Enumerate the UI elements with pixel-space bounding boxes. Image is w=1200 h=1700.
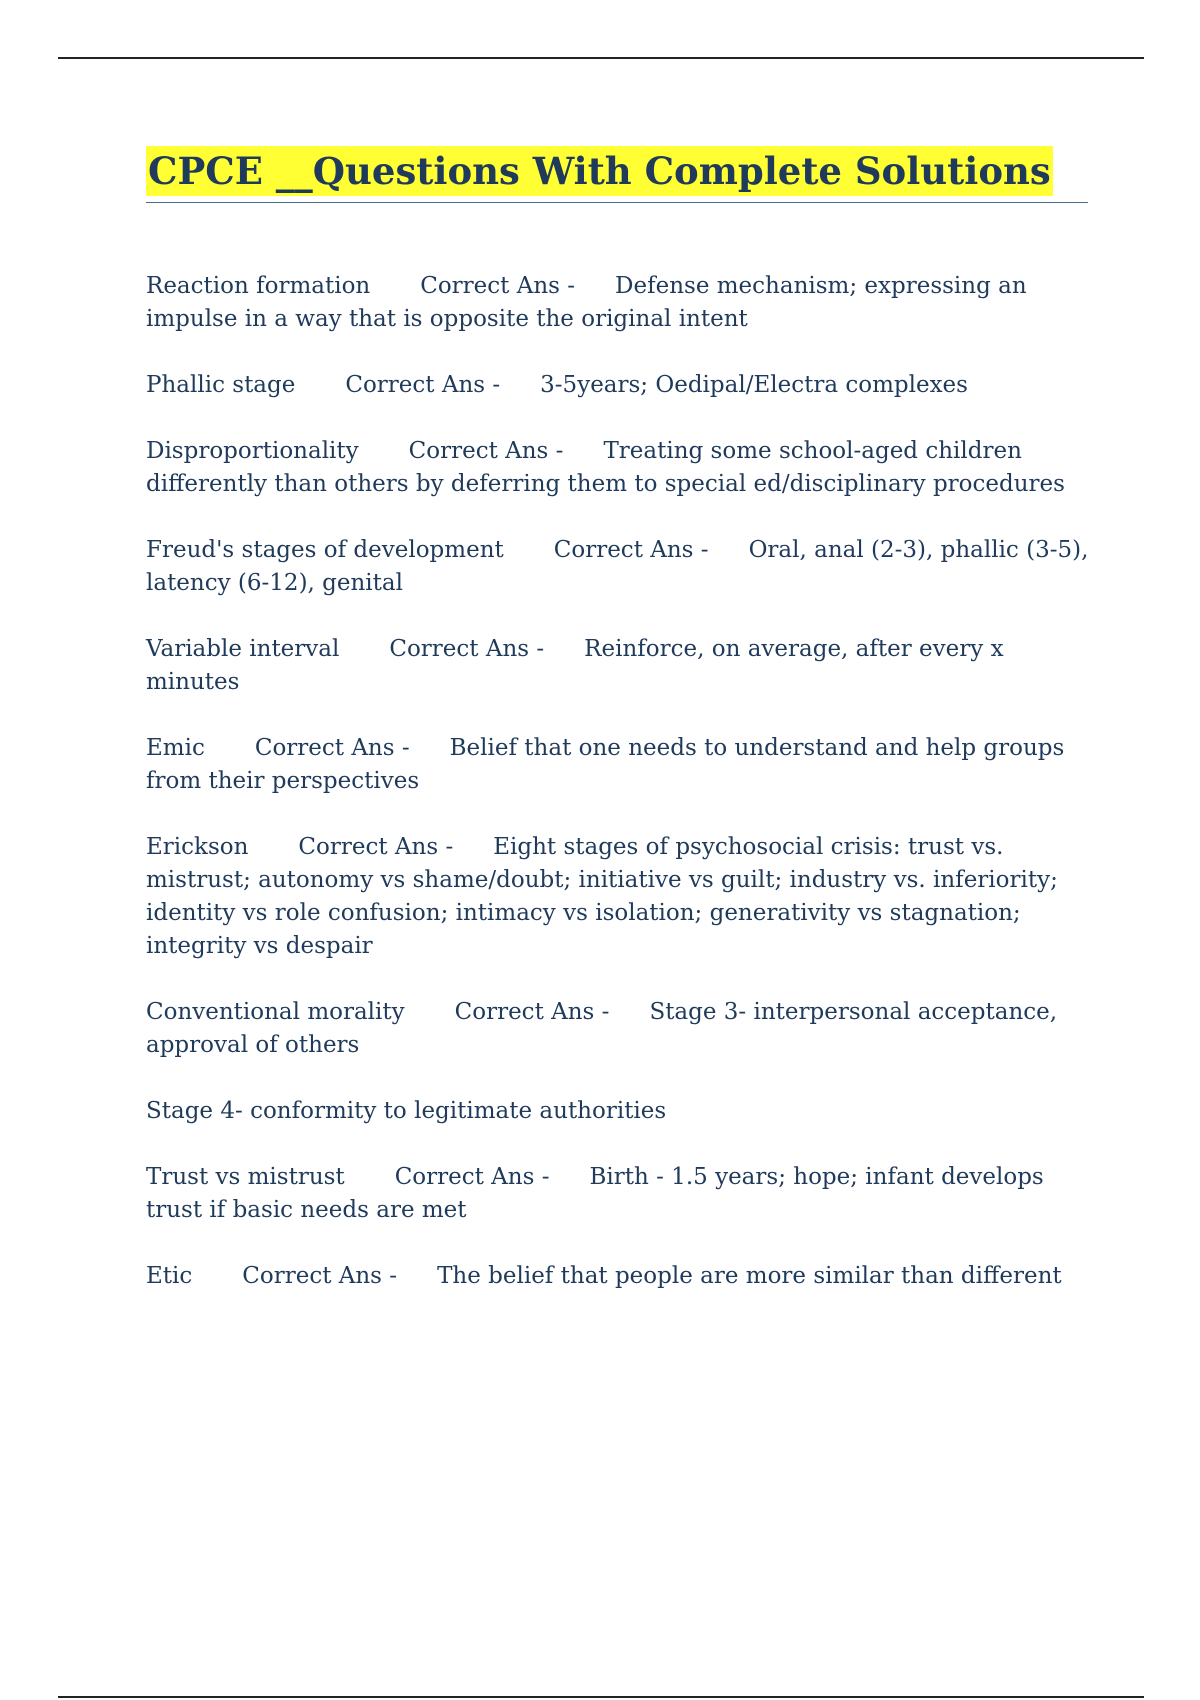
title-block (146, 146, 1088, 203)
entry-separator: Correct Ans - (394, 1164, 550, 1190)
entry-answer: Stage 3- interpersonal acceptance, approval of others (146, 999, 1058, 1058)
document-title: CPCE __Questions With Complete Solutions (146, 146, 1053, 196)
entry-term: Disproportionality (146, 438, 359, 464)
entry-answer: Defense mechanism; expressing an impulse in a way that is opposite the original intent (146, 273, 1027, 332)
qa-entry (146, 633, 1091, 699)
qa-entry-continuation (146, 1095, 1091, 1128)
entry-answer: 3-5years; Oedipal/Electra complexes (540, 372, 968, 398)
entry-term: Phallic stage (146, 372, 296, 398)
entry-separator: Correct Ans - (298, 834, 454, 860)
qa-entry (146, 435, 1091, 501)
entry-answer: Oral, anal (2-3), phallic (3-5), latency (6-12), genital (146, 537, 1089, 596)
entry-separator: Correct Ans - (242, 1263, 398, 1289)
entry-answer: Eight stages of psychosocial crisis: trust vs. mistrust; autonomy vs shame/doubt; initiative vs guilt; industry vs. inferiority; identity vs role confusion; intimacy vs isolation; generativity vs stagnation; integrity vs despair (146, 834, 1058, 959)
entry-answer: The belief that people are more similar than different (437, 1263, 1062, 1289)
entry-term: Trust vs mistrust (146, 1164, 345, 1190)
entry-separator: Correct Ans - (454, 999, 610, 1025)
entry-answer: Stage 4- conformity to legitimate authorities (146, 1098, 667, 1124)
entry-answer: Belief that one needs to understand and help groups from their perspectives (146, 735, 1065, 794)
entry-separator: Correct Ans - (553, 537, 709, 563)
entry-separator: Correct Ans - (408, 438, 564, 464)
qa-entry (146, 732, 1091, 798)
page-top-rule (58, 57, 1144, 59)
qa-entry (146, 270, 1091, 336)
qa-entry (146, 831, 1091, 963)
qa-list (146, 270, 1091, 1326)
entry-separator: Correct Ans - (345, 372, 501, 398)
qa-entry (146, 1260, 1091, 1293)
entry-term: Reaction formation (146, 273, 371, 299)
qa-entry (146, 534, 1091, 600)
entry-separator: Correct Ans - (389, 636, 545, 662)
entry-answer: Birth - 1.5 years; hope; infant develops trust if basic needs are met (146, 1164, 1044, 1223)
qa-entry (146, 1161, 1091, 1227)
qa-entry (146, 369, 1091, 402)
qa-entry (146, 996, 1091, 1062)
entry-answer: Treating some school-aged children differently than others by deferring them to special ed/disciplinary procedures (146, 438, 1065, 497)
entry-separator: Correct Ans - (254, 735, 410, 761)
entry-separator: Correct Ans - (420, 273, 576, 299)
entry-term: Etic (146, 1263, 193, 1289)
entry-term: Variable interval (146, 636, 340, 662)
entry-answer: Reinforce, on average, after every x minutes (146, 636, 1004, 695)
entry-term: Erickson (146, 834, 249, 860)
page-bottom-rule (58, 1696, 1144, 1698)
entry-term: Freud's stages of development (146, 537, 504, 563)
entry-term: Emic (146, 735, 205, 761)
entry-term: Conventional morality (146, 999, 405, 1025)
